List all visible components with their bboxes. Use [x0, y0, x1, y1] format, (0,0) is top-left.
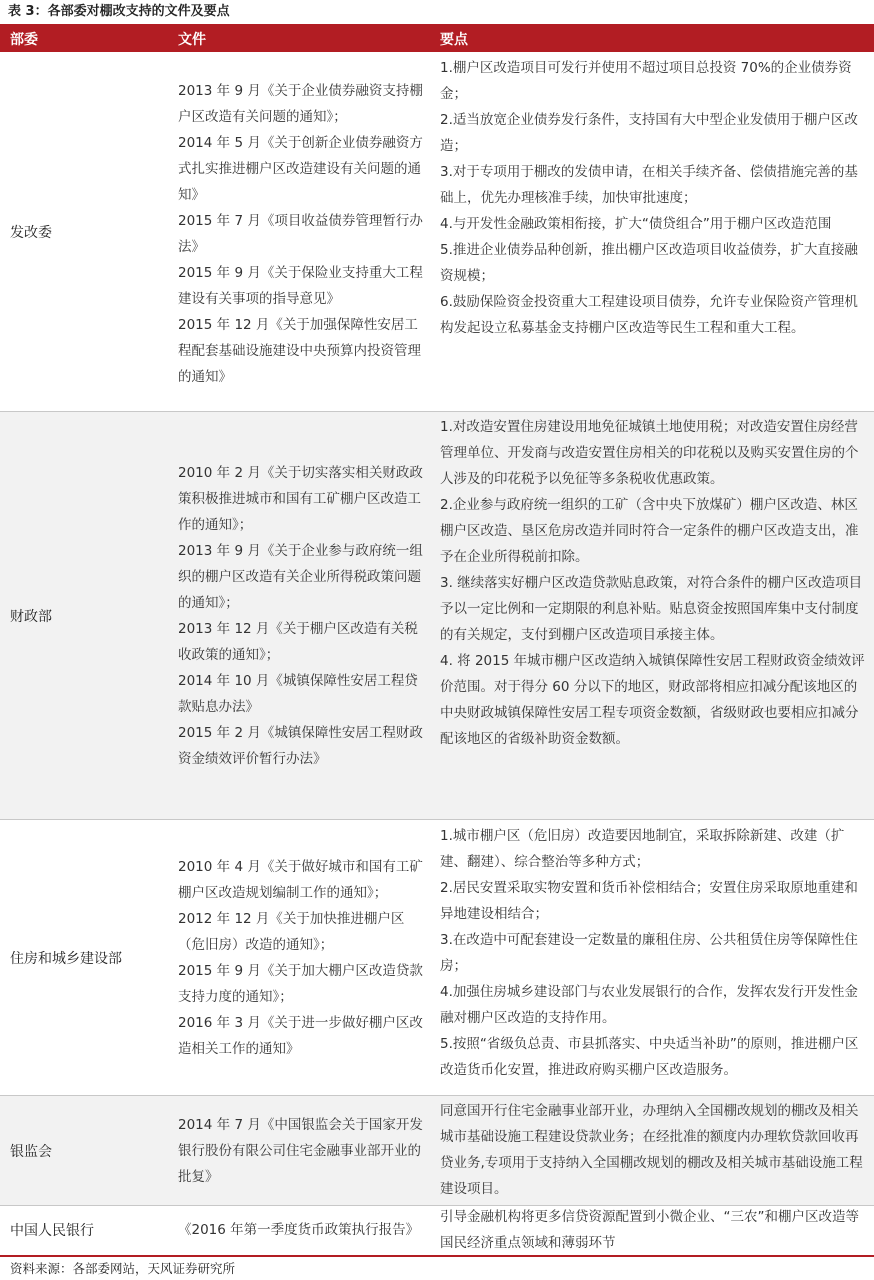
- point-item: 5.推进企业债券品种创新，推出棚户区改造项目收益债券，扩大直接融资规模；: [440, 242, 858, 284]
- table-title: 表 3：各部委对棚改支持的文件及要点: [8, 4, 230, 19]
- point-item: 4. 将 2015 年城市棚户区改造纳入城镇保障性安居工程财政资金绩效评价范围。对于得分 60 分以下的地区，财政部将相应扣减分配该地区的中央财政城镇保障性安居工程专项资金数额，省级财政也要相应扣减分配该地区的省级补助资金数额。: [440, 653, 865, 747]
- doc-item: 《2016 年第一季度货币政策执行报告》: [178, 1222, 420, 1238]
- point-item: 1.棚户区改造项目可发行并使用不超过项目总投资 70%的企业债券资金；: [440, 60, 852, 102]
- dept-cell: 发改委: [10, 224, 52, 241]
- points-cell: [440, 55, 866, 341]
- doc-item: 2015 年 2 月《城镇保障性安居工程财政资金绩效评价暂行办法》: [178, 724, 423, 767]
- docs-cell: [178, 1096, 428, 1205]
- docs-cell: [178, 65, 428, 403]
- point-item: 2.企业参与政府统一组织的工矿（含中央下放煤矿）棚户区改造、林区棚户区改造、垦区危房改造并同时符合一定条件的棚户区改造支出，准予在企业所得税前扣除。: [440, 497, 859, 565]
- points-cell: [440, 823, 866, 1083]
- table-row-mof: [0, 412, 874, 820]
- point-item: 4.与开发性金融政策相衔接，扩大“债贷组合”用于棚户区改造范围: [440, 216, 832, 232]
- table-row-ndrc: [0, 52, 874, 412]
- point-item: 3. 继续落实好棚户区改造贷款贴息政策，对符合条件的棚户区改造项目予以一定比例和一定期限的利息补贴。贴息资金按照国库集中支付制度的有关规定，支付到棚户区改造项目承接主体。: [440, 575, 863, 643]
- source-note: 资料来源：各部委网站，天风证券研究所: [0, 1255, 874, 1280]
- dept-cell: 住房和城乡建设部: [10, 950, 122, 967]
- policy-table: [0, 24, 874, 1254]
- point-item: 1.城市棚户区（危旧房）改造要因地制宜，采取拆除新建、改建（扩建、翻建）、综合整治等多种方式；: [440, 828, 845, 870]
- header-points: 要点: [440, 32, 468, 48]
- doc-item: 2015 年 9 月《关于保险业支持重大工程建设有关事项的指导意见》: [178, 265, 423, 307]
- point-item: 3.在改造中可配套建设一定数量的廉租住房、公共租赁住房等保障性住房；: [440, 932, 858, 974]
- doc-item: 2014 年 5 月《关于创新企业债券融资方式扎实推进棚户区改造建设有关问题的通知》: [178, 135, 423, 203]
- table-row-cbrc: [0, 1096, 874, 1206]
- doc-item: 2013 年 9 月《关于企业参与政府统一组织的棚户区改造有关企业所得税政策问题的通知》；: [178, 542, 423, 611]
- doc-item: 2013 年 12 月《关于棚户区改造有关税收政策的通知》；: [178, 620, 418, 663]
- doc-item: 2010 年 4 月《关于做好城市和国有工矿棚户区改造规划编制工作的通知》；: [178, 858, 423, 901]
- doc-item: 2012 年 12 月《关于加快推进棚户区（危旧房）改造的通知》；: [178, 910, 405, 953]
- doc-item: 2010 年 2 月《关于切实落实相关财政政策积极推进城市和国有工矿棚户区改造工作的通知》；: [178, 464, 423, 533]
- dept-cell: 财政部: [10, 608, 52, 625]
- docs-cell: [178, 1206, 428, 1254]
- doc-item: 2015 年 7 月《项目收益债券管理暂行办法》: [178, 213, 423, 255]
- point-item: 引导金融机构将更多信贷资源配置到小微企业、“三农”和棚户区改造等国民经济重点领域和薄弱环节: [440, 1209, 859, 1251]
- point-item: 3.对于专项用于棚改的发债申请，在相关手续齐备、偿债措施完善的基础上，优先办理核准手续，加快审批速度；: [440, 164, 858, 206]
- header-docs: 文件: [178, 32, 206, 48]
- point-item: 2.居民安置采取实物安置和货币补偿相结合；安置住房采取原地重建和异地建设相结合；: [440, 880, 858, 922]
- table-header: [0, 24, 874, 52]
- doc-item: 2014 年 7 月《中国银监会关于国家开发银行股份有限公司住宅金融事业部开业的批复》: [178, 1116, 423, 1185]
- table-row-pboc: [0, 1206, 874, 1254]
- point-item: 2.适当放宽企业债券发行条件，支持国有大中型企业发债用于棚户区改造；: [440, 112, 858, 154]
- docs-cell: [178, 820, 428, 1095]
- points-cell: [440, 1098, 866, 1202]
- point-item: 6.鼓励保险资金投资重大工程建设项目债券，允许专业保险资产管理机构发起设立私募基金支持棚户区改造等民生工程和重大工程。: [440, 294, 858, 336]
- dept-cell: 中国人民银行: [10, 1223, 94, 1239]
- point-item: 5.按照“省级负总责、市县抓落实、中央适当补助”的原则，推进棚户区改造货币化安置，推进政府购买棚户区改造服务。: [440, 1036, 859, 1078]
- dept-cell: 银监会: [10, 1143, 52, 1160]
- doc-item: 2015 年 12 月《关于加强保障性安居工程配套基础设施建设中央预算内投资管理的通知》: [178, 317, 421, 385]
- doc-item: 2016 年 3 月《关于进一步做好棚户区改造相关工作的通知》: [178, 1014, 423, 1057]
- points-cell: [440, 414, 866, 752]
- doc-item: 2015 年 9 月《关于加大棚户区改造贷款支持力度的通知》；: [178, 962, 423, 1005]
- points-cell: [440, 1204, 866, 1256]
- doc-item: 2014 年 10 月《城镇保障性安居工程贷款贴息办法》: [178, 672, 418, 715]
- docs-cell: [178, 412, 428, 819]
- point-item: 1.对改造安置住房建设用地免征城镇土地使用税；对改造安置住房经营管理单位、开发商与改造安置住房相关的印花税以及购买安置住房的个人涉及的印花税予以免征等多条税收优惠政策。: [440, 419, 859, 487]
- point-item: 同意国开行住宅金融事业部开业，办理纳入全国棚改规划的棚改及相关城市基础设施工程建设贷款业务；在经批准的额度内办理软贷款回收再贷业务,专项用于支持纳入全国棚改规划的棚改及相关城市基础设施工程建设项目。: [440, 1103, 863, 1197]
- table-row-mohurd: [0, 820, 874, 1096]
- header-dept: 部委: [10, 32, 38, 48]
- point-item: 4.加强住房城乡建设部门与农业发展银行的合作，发挥农发行开发性金融对棚户区改造的支持作用。: [440, 984, 858, 1026]
- doc-item: 2013 年 9 月《关于企业债券融资支持棚户区改造有关问题的通知》；: [178, 83, 423, 125]
